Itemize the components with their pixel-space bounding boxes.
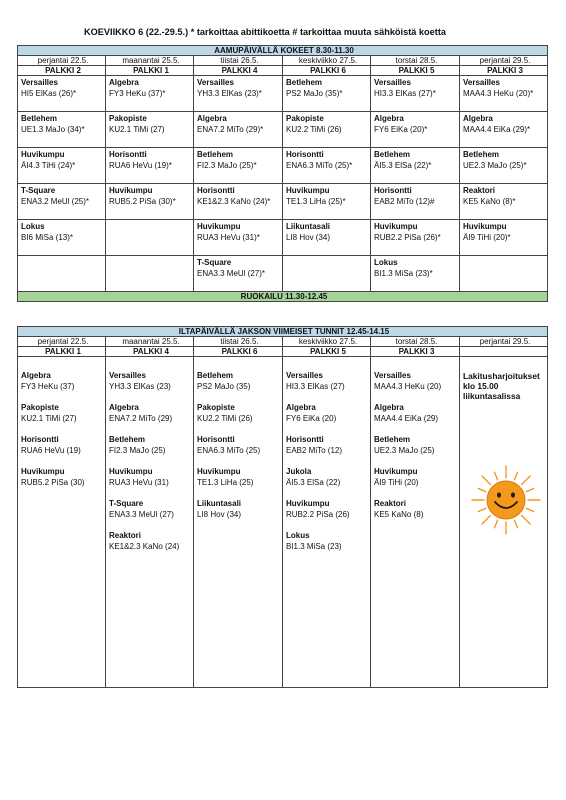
- palkki-label: PALKKI 3: [371, 347, 460, 357]
- lesson-entry: [286, 371, 370, 393]
- exam-course: FY3 HeKu (37)*: [109, 89, 166, 98]
- exam-course: MAA4.3 HeKu (20)*: [463, 89, 534, 98]
- exam-course: BI6 MiSa (13)*: [21, 233, 74, 242]
- lunch-banner: RUOKAILU 11.30-12.45: [18, 292, 548, 302]
- exam-course: LI8 Hov (34): [286, 233, 331, 242]
- exam-course: RUA6 HeVu (19)*: [109, 161, 172, 170]
- afternoon-content-row: [18, 357, 548, 688]
- exam-cell: [283, 112, 371, 148]
- lesson-location: T-Square: [109, 499, 144, 508]
- exam-location: Versailles: [463, 78, 500, 87]
- lesson-course: KU2.2 TiMi (26): [197, 414, 253, 423]
- exam-course: ENA3.3 MeUl (27)*: [197, 269, 266, 278]
- exam-course: RUA3 HeVu (31)*: [197, 233, 260, 242]
- exam-location: Algebra: [197, 114, 227, 123]
- exam-course: ÄI5.3 ElSa (22)*: [374, 161, 432, 170]
- lesson-location: Versailles: [286, 371, 323, 380]
- lesson-course: ENA6.3 MiTo (25): [197, 446, 261, 455]
- morning-slot-row: [18, 76, 548, 112]
- exam-cell: [283, 76, 371, 112]
- lesson-entry: [109, 371, 193, 393]
- exam-cell: [460, 148, 548, 184]
- afternoon-lesson-cell: [106, 357, 194, 688]
- exam-cell: [18, 112, 106, 148]
- morning-palkki-row: [18, 66, 548, 76]
- morning-slot-row: [18, 148, 548, 184]
- morning-slot-row: [18, 256, 548, 292]
- exam-course: BI1.3 MiSa (23)*: [374, 269, 433, 278]
- exam-location: Algebra: [109, 78, 139, 87]
- exam-location: Lokus: [374, 258, 398, 267]
- note-line: klo 15.00: [463, 381, 499, 391]
- lesson-location: Huvikumpu: [21, 467, 65, 476]
- lesson-location: Jukola: [286, 467, 312, 476]
- lesson-location: Betlehem: [109, 435, 146, 444]
- exam-course: MAA4.4 EiKa (29)*: [463, 125, 531, 134]
- exam-course: KE1&2.3 KaNo (24)*: [197, 197, 271, 206]
- exam-cell: [460, 112, 548, 148]
- afternoon-banner: ILTAPÄIVÄLLÄ JAKSON VIIMEISET TUNNIT 12.45-14.15: [18, 327, 548, 337]
- exam-cell: [18, 184, 106, 220]
- exam-cell: [371, 256, 460, 292]
- exam-course: UE1.3 MaJo (34)*: [21, 125, 85, 134]
- lesson-course: BI1.3 MiSa (23): [286, 542, 342, 551]
- lesson-entry: [197, 371, 282, 393]
- lesson-course: MAA4.4 EiKa (29): [374, 414, 439, 423]
- lesson-location: Pakopiste: [21, 403, 59, 412]
- exam-location: Versailles: [374, 78, 411, 87]
- day-header: torstai 28.5.: [371, 337, 460, 347]
- exam-cell: [460, 256, 548, 292]
- exam-location: Betlehem: [463, 150, 500, 159]
- morning-slot-row: [18, 220, 548, 256]
- exam-course: KU2.1 TiMi (27): [109, 125, 165, 134]
- exam-course: KU2.2 TiMi (26): [286, 125, 342, 134]
- exam-cell: [283, 256, 371, 292]
- exam-cell: [371, 148, 460, 184]
- exam-location: Horisontti: [197, 186, 235, 195]
- lesson-location: Algebra: [21, 371, 51, 380]
- afternoon-lesson-cell: [194, 357, 283, 688]
- exam-location: Versailles: [21, 78, 58, 87]
- lesson-entry: [197, 403, 282, 425]
- lesson-location: Pakopiste: [197, 403, 235, 412]
- lesson-entry: [286, 531, 370, 553]
- palkki-label: PALKKI 5: [371, 66, 460, 76]
- day-header: tiistai 26.5.: [194, 56, 283, 66]
- exam-course: RUB5.2 PiSa (30)*: [109, 197, 176, 206]
- page-title: KOEVIIKKO 6 (22.-29.5.) * tarkoittaa abittikoetta # tarkoittaa muuta sähköistä koetta: [84, 27, 446, 37]
- lesson-course: PS2 MaJo (35): [197, 382, 251, 391]
- exam-location: Versailles: [197, 78, 234, 87]
- exam-cell: [371, 76, 460, 112]
- palkki-label: PALKKI 4: [194, 66, 283, 76]
- day-header: maanantai 25.5.: [106, 337, 194, 347]
- day-header: perjantai 29.5.: [460, 337, 548, 347]
- lesson-entry: [21, 435, 105, 457]
- exam-cell: [106, 112, 194, 148]
- exam-course: FI2.3 MaJo (25)*: [197, 161, 257, 170]
- morning-schedule-table: [17, 45, 548, 302]
- exam-cell: [106, 76, 194, 112]
- lesson-entry: [109, 531, 193, 553]
- afternoon-lesson-cell: [283, 357, 371, 688]
- exam-cell: [460, 184, 548, 220]
- lesson-entry: [197, 499, 282, 521]
- lesson-entry: [109, 499, 193, 521]
- lesson-entry: [286, 435, 370, 457]
- lesson-location: Lokus: [286, 531, 310, 540]
- lesson-entry: [286, 499, 370, 521]
- lesson-entry: [286, 467, 370, 489]
- exam-cell: [194, 220, 283, 256]
- exam-cell: [194, 184, 283, 220]
- day-header: keskiviikko 27.5.: [283, 56, 371, 66]
- exam-course: EAB2 MiTo (12)#: [374, 197, 435, 206]
- exam-course: HI5 ElKas (26)*: [21, 89, 77, 98]
- exam-location: Algebra: [463, 114, 493, 123]
- exam-location: Reaktori: [463, 186, 496, 195]
- exam-location: Liikuntasali: [286, 222, 331, 231]
- exam-course: FY6 EiKa (20)*: [374, 125, 428, 134]
- palkki-label: PALKKI 5: [283, 347, 371, 357]
- lesson-location: Huvikumpu: [109, 467, 153, 476]
- exam-location: Pakopiste: [109, 114, 147, 123]
- exam-cell: [106, 148, 194, 184]
- lesson-course: RUA3 HeVu (31): [109, 478, 169, 487]
- lesson-location: Reaktori: [374, 499, 407, 508]
- lesson-location: Horisontti: [286, 435, 324, 444]
- exam-cell: [371, 220, 460, 256]
- lesson-course: FI2.3 MaJo (25): [109, 446, 166, 455]
- exam-location: Horisontti: [286, 150, 324, 159]
- exam-cell: [18, 76, 106, 112]
- palkki-label: PALKKI 1: [106, 66, 194, 76]
- exam-course: RUB2.2 PiSa (26)*: [374, 233, 441, 242]
- lesson-entry: [109, 435, 193, 457]
- lesson-location: Algebra: [109, 403, 139, 412]
- smiling-sun-icon: [470, 464, 542, 536]
- lesson-course: ENA7.2 MiTo (29): [109, 414, 173, 423]
- lesson-course: LI8 Hov (34): [197, 510, 242, 519]
- lesson-course: ÄI5.3 ElSa (22): [286, 478, 341, 487]
- lesson-course: RUB5.2 PiSa (30): [21, 478, 85, 487]
- palkki-label: PALKKI 6: [283, 66, 371, 76]
- exam-location: Huvikumpu: [463, 222, 507, 231]
- lesson-course: MAA4.3 HeKu (20): [374, 382, 442, 391]
- lesson-location: Algebra: [286, 403, 316, 412]
- exam-course: ÄI4.3 TiHi (24)*: [21, 161, 76, 170]
- lesson-entry: [374, 467, 459, 489]
- exam-location: Horisontti: [374, 186, 412, 195]
- day-header: torstai 28.5.: [371, 56, 460, 66]
- lesson-location: Huvikumpu: [197, 467, 241, 476]
- exam-course: KE5 KaNo (8)*: [463, 197, 516, 206]
- afternoon-palkki-row: [18, 347, 548, 357]
- palkki-label: PALKKI 6: [194, 347, 283, 357]
- lesson-location: Huvikumpu: [286, 499, 330, 508]
- afternoon-schedule-table: [17, 326, 548, 688]
- lesson-entry: [21, 371, 105, 393]
- exam-cell: [194, 256, 283, 292]
- exam-cell: [460, 76, 548, 112]
- exam-location: T-Square: [21, 186, 56, 195]
- lesson-course: YH3.3 ElKas (23): [109, 382, 171, 391]
- lesson-entry: [374, 435, 459, 457]
- exam-course: ÄI9 TiHi (20)*: [463, 233, 511, 242]
- exam-course: PS2 MaJo (35)*: [286, 89, 343, 98]
- exam-cell: [460, 220, 548, 256]
- lesson-course: KE1&2.3 KaNo (24): [109, 542, 180, 551]
- lesson-entry: [109, 467, 193, 489]
- afternoon-banner-row: [18, 327, 548, 337]
- exam-location: Betlehem: [286, 78, 323, 87]
- day-header: maanantai 25.5.: [106, 56, 194, 66]
- lesson-entry: [197, 467, 282, 489]
- lesson-location: Liikuntasali: [197, 499, 242, 508]
- exam-cell: [106, 220, 194, 256]
- lesson-course: RUB2.2 PiSa (26): [286, 510, 350, 519]
- lesson-course: FY3 HeKu (37): [21, 382, 75, 391]
- lesson-entry: [21, 467, 105, 489]
- lesson-entry: [374, 371, 459, 393]
- note-line: Lakitusharjoitukset: [463, 371, 540, 381]
- exam-location: Lokus: [21, 222, 45, 231]
- lesson-location: Versailles: [374, 371, 411, 380]
- exam-cell: [106, 256, 194, 292]
- exam-location: Betlehem: [21, 114, 58, 123]
- lesson-location: Horisontti: [197, 435, 235, 444]
- day-header: perjantai 22.5.: [18, 337, 106, 347]
- lesson-location: Reaktori: [109, 531, 142, 540]
- morning-banner-row: [18, 46, 548, 56]
- lesson-entry: [374, 499, 459, 521]
- exam-cell: [283, 220, 371, 256]
- palkki-label: [460, 347, 548, 357]
- lesson-entry: [109, 403, 193, 425]
- lesson-location: Horisontti: [21, 435, 59, 444]
- day-header: tiistai 26.5.: [194, 337, 283, 347]
- exam-location: Huvikumpu: [286, 186, 330, 195]
- exam-course: ENA7.2 MiTo (29)*: [197, 125, 264, 134]
- lesson-course: KE5 KaNo (8): [374, 510, 424, 519]
- exam-location: Huvikumpu: [374, 222, 418, 231]
- lesson-course: ÄI9 TiHi (20): [374, 478, 419, 487]
- exam-cell: [371, 184, 460, 220]
- day-header: keskiviikko 27.5.: [283, 337, 371, 347]
- exam-location: Horisontti: [109, 150, 147, 159]
- afternoon-lesson-cell: [371, 357, 460, 688]
- exam-location: Algebra: [374, 114, 404, 123]
- exam-location: Huvikumpu: [21, 150, 65, 159]
- exam-course: ENA3.2 MeUl (25)*: [21, 197, 90, 206]
- exam-location: Huvikumpu: [109, 186, 153, 195]
- lesson-course: KU2.1 TiMi (27): [21, 414, 77, 423]
- lesson-location: Huvikumpu: [374, 467, 418, 476]
- afternoon-lesson-cell: [18, 357, 106, 688]
- exam-cell: [371, 112, 460, 148]
- lesson-course: FY6 EiKa (20): [286, 414, 337, 423]
- morning-slot-row: [18, 112, 548, 148]
- exam-location: T-Square: [197, 258, 232, 267]
- lesson-course: RUA6 HeVu (19): [21, 446, 81, 455]
- lesson-location: Betlehem: [197, 371, 234, 380]
- exam-course: ENA6.3 MiTo (25)*: [286, 161, 353, 170]
- palkki-label: PALKKI 1: [18, 347, 106, 357]
- exam-location: Huvikumpu: [197, 222, 241, 231]
- morning-day-row: [18, 56, 548, 66]
- lesson-entry: [197, 435, 282, 457]
- day-header: perjantai 22.5.: [18, 56, 106, 66]
- palkki-label: PALKKI 3: [460, 66, 548, 76]
- palkki-label: PALKKI 4: [106, 347, 194, 357]
- exam-cell: [194, 148, 283, 184]
- lesson-entry: [21, 403, 105, 425]
- morning-banner: AAMUPÄIVÄLLÄ KOKEET 8.30-11.30: [18, 46, 548, 56]
- exam-location: Betlehem: [374, 150, 411, 159]
- exam-cell: [283, 184, 371, 220]
- exam-cell: [194, 112, 283, 148]
- exam-cell: [106, 184, 194, 220]
- lesson-entry: [374, 403, 459, 425]
- exam-cell: [283, 148, 371, 184]
- lesson-course: HI3.3 ElKas (27): [286, 382, 345, 391]
- palkki-label: PALKKI 2: [18, 66, 106, 76]
- exam-course: TE1.3 LiHa (25)*: [286, 197, 346, 206]
- exam-cell: [18, 148, 106, 184]
- lesson-location: Versailles: [109, 371, 146, 380]
- lesson-entry: [286, 403, 370, 425]
- lesson-course: EAB2 MiTo (12): [286, 446, 343, 455]
- exam-cell: [18, 220, 106, 256]
- exam-course: UE2.3 MaJo (25)*: [463, 161, 527, 170]
- lesson-location: Betlehem: [374, 435, 411, 444]
- exam-cell: [18, 256, 106, 292]
- note-line: liikuntasalissa: [463, 391, 521, 401]
- lesson-course: TE1.3 LiHa (25): [197, 478, 254, 487]
- exam-course: YH3.3 ElKas (23)*: [197, 89, 262, 98]
- day-header: perjantai 29.5.: [460, 56, 548, 66]
- lunch-row: [18, 292, 548, 302]
- lesson-course: ENA3.3 MeUl (27): [109, 510, 174, 519]
- morning-slot-row: [18, 184, 548, 220]
- exam-location: Pakopiste: [286, 114, 324, 123]
- exam-location: Betlehem: [197, 150, 234, 159]
- exam-course: HI3.3 ElKas (27)*: [374, 89, 436, 98]
- afternoon-day-row: [18, 337, 548, 347]
- lesson-course: UE2.3 MaJo (25): [374, 446, 435, 455]
- lesson-location: Algebra: [374, 403, 404, 412]
- exam-cell: [194, 76, 283, 112]
